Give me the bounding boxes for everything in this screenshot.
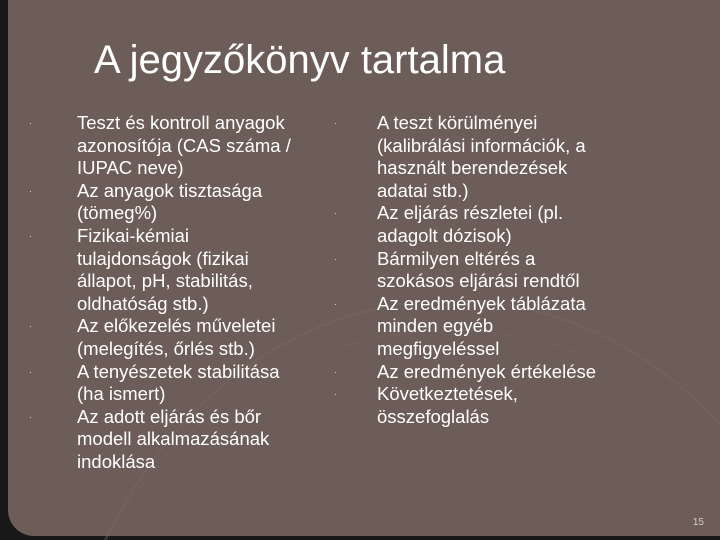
slide-title: A jegyzőkönyv tartalma [94, 38, 506, 82]
right-bullet-list [330, 112, 615, 428]
list-item [330, 248, 615, 293]
bullet-icon: · [29, 411, 32, 422]
bullet-icon: · [334, 366, 337, 377]
bullet-icon: · [29, 366, 32, 377]
list-item-text: A tenyészetek stabilitása (ha ismert) [77, 360, 280, 405]
bullet-icon: · [334, 298, 337, 309]
list-item-text: Az eljárás részletei (pl. adagolt dózisok) [377, 202, 564, 246]
bullet-icon: · [334, 389, 337, 400]
list-item [25, 361, 295, 406]
bullet-icon: · [29, 230, 32, 241]
bullet-icon: · [334, 253, 337, 264]
list-item [25, 406, 295, 474]
list-item-text: Az eredmények értékelése [377, 360, 597, 382]
bullet-icon: · [29, 185, 32, 196]
list-item-text: Az adott eljárás és bőr modell alkalmazásának indoklása [77, 405, 270, 472]
page-number: 15 [692, 517, 704, 528]
list-item-text: Fizikai-kémiai tulajdonságok (fizikai állapot, pH, stabilitás, oldhatóság stb.) [77, 224, 253, 314]
left-bullet-list [25, 112, 295, 474]
bullet-icon: · [29, 118, 32, 128]
list-item [25, 180, 295, 225]
bullet-icon: · [334, 208, 337, 219]
list-item-text: Bármilyen eltérés a szokásos eljárási rendtől [377, 247, 580, 292]
list-item-text: Következtetések, összefoglalás [377, 383, 518, 427]
list-item [330, 112, 615, 202]
list-item [330, 383, 615, 428]
bullet-icon: · [334, 118, 337, 128]
bullet-icon: · [29, 321, 32, 332]
list-item-text: Az eredmények táblázata minden egyéb megfigyeléssel [377, 292, 586, 359]
list-item [330, 361, 615, 384]
list-item [330, 293, 615, 361]
list-item [25, 315, 295, 360]
list-item-text: Teszt és kontroll anyagok azonosítója (CAS száma / IUPAC neve) [77, 112, 291, 179]
list-item-text: A teszt körülményei (kalibrálási információk, a használt berendezések adatai stb.) [377, 112, 586, 201]
list-item [25, 112, 295, 180]
list-item [330, 202, 615, 247]
list-item-text: Az előkezelés műveletei (melegítés, őrlés stb.) [77, 315, 276, 359]
list-item-text: Az anyagok tisztasága (tömeg%) [77, 179, 263, 224]
list-item [25, 225, 295, 315]
